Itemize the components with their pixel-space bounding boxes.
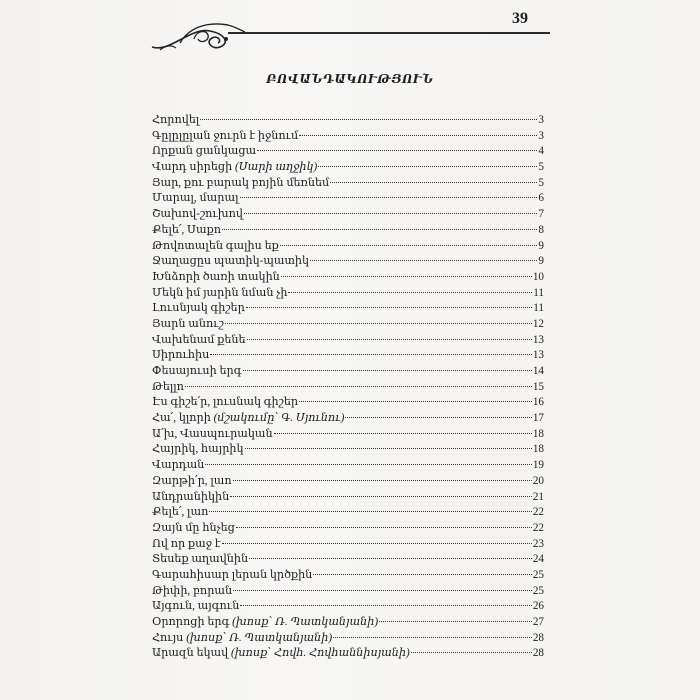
- flourish-ornament-icon: [150, 17, 245, 55]
- toc-entry-note: (խոսք՝ Հովհ. Հովհաննիսյանի): [231, 647, 410, 660]
- toc-entry-page: 20: [532, 474, 544, 487]
- toc-entry-page: 13: [532, 333, 544, 346]
- toc-entry-title: [152, 333, 246, 346]
- toc-entry: [152, 552, 544, 568]
- toc-entry: [152, 380, 544, 396]
- toc-entry-title: [152, 207, 243, 220]
- toc-dot-leader: [281, 276, 532, 277]
- toc-entry-title-text: Ով որ քաջ է: [152, 537, 221, 550]
- toc-entry-page: 21: [532, 490, 544, 503]
- toc-entry-page: 19: [532, 459, 544, 472]
- toc-entry: [152, 191, 544, 207]
- toc-entry-page: 5: [538, 161, 544, 174]
- toc-dot-leader: [288, 292, 532, 293]
- toc-entry: [152, 333, 544, 349]
- toc-entry-title: [152, 364, 242, 377]
- toc-entry-page: 3: [538, 114, 544, 126]
- toc-entry-title: [152, 552, 248, 565]
- toc-entry-title-text: Արազն եկավ: [152, 647, 229, 660]
- toc-entry-page: 26: [532, 600, 544, 613]
- toc-dot-leader: [233, 590, 532, 591]
- toc-dot-leader: [222, 543, 532, 544]
- toc-dot-leader: [225, 323, 532, 324]
- toc-entry-page: 22: [532, 521, 544, 534]
- toc-entry-title-text: Այգուն, այգուն: [152, 600, 240, 613]
- toc-entry: [152, 301, 544, 317]
- toc-dot-leader: [236, 527, 532, 528]
- toc-entry: [152, 442, 544, 458]
- toc-entry-title: [152, 568, 312, 581]
- toc-entry: [152, 395, 544, 411]
- toc-dot-leader: [257, 150, 537, 151]
- toc-dot-leader: [245, 448, 532, 449]
- toc-entry-title: [152, 646, 410, 659]
- toc-entry-page: 11: [533, 286, 544, 299]
- toc-entry-page: 18: [532, 443, 544, 456]
- toc-entry-title-text: Զարթի՛ր, լաո: [152, 474, 232, 487]
- toc-dot-leader: [313, 574, 532, 575]
- toc-dot-leader: [246, 307, 532, 308]
- toc-dot-leader: [345, 417, 531, 418]
- toc-dot-leader: [411, 652, 532, 653]
- toc-entry-note: (մշակումը՝ Գ. Սյունու): [213, 412, 345, 425]
- toc-entry: [152, 270, 544, 286]
- toc-entry-page: 9: [538, 239, 544, 252]
- toc-entry-page: 8: [538, 223, 544, 236]
- toc-dot-leader: [205, 464, 532, 465]
- toc-entry-title: [152, 537, 221, 550]
- toc-entry-title: [152, 427, 273, 440]
- toc-dot-leader: [299, 401, 532, 402]
- toc-entry: [152, 364, 544, 380]
- toc-dot-leader: [318, 166, 537, 167]
- toc-entry-title-text: Անդրանիկին: [152, 490, 230, 503]
- toc-entry: [152, 207, 544, 223]
- toc-entry-title-text: Քելե՛, լաո: [152, 506, 209, 519]
- toc-entry-title: [152, 348, 209, 361]
- toc-entry: [152, 223, 544, 239]
- toc-entry-title: [152, 599, 239, 612]
- toc-entry-title-text: Թիփի, բորան: [152, 584, 233, 597]
- toc-entry-title: [152, 113, 199, 126]
- toc-entry-title-text: Շախով-շուխով: [152, 208, 243, 221]
- toc-dot-leader: [333, 637, 532, 638]
- toc-entry: [152, 160, 544, 176]
- toc-entry-page: 25: [532, 568, 544, 581]
- toc-entry-title-text: Գըլըլըլան ջուրն է իջնում: [152, 129, 299, 142]
- toc-entry: [152, 427, 544, 443]
- toc-entry-title-text: Վախենամ քենե: [152, 333, 246, 346]
- toc-entry-title: [152, 380, 184, 393]
- toc-entry: [152, 458, 544, 474]
- toc-entry-title: [152, 301, 245, 314]
- toc-entry-title-text: Օրորոցի երգ: [152, 616, 230, 628]
- toc-entry-title-text: Յարն անուշ: [152, 317, 224, 330]
- toc-dot-leader: [299, 135, 537, 136]
- toc-entry-page: 25: [532, 584, 544, 597]
- toc-entry-title: [152, 270, 280, 283]
- toc-entry-title-text: Ա՛խ, Վասպուրական: [152, 427, 273, 440]
- header-rule: [228, 32, 550, 34]
- toc-entry-title: [152, 223, 221, 236]
- toc-dot-leader: [330, 182, 537, 183]
- toc-dot-leader: [222, 229, 537, 230]
- toc-entry-title: [152, 584, 232, 597]
- toc-entry-title-text: Հայրիկ, հայրիկ: [152, 443, 244, 456]
- toc-entry-title-text: Յար, քու բարակ բոյին մեռնեմ: [152, 176, 330, 189]
- toc-entry-title: [152, 286, 287, 299]
- toc-entry: [152, 144, 544, 160]
- toc-entry: [152, 521, 544, 537]
- toc-entry-title: [152, 631, 332, 644]
- toc-entry: [152, 568, 544, 584]
- toc-dot-leader: [280, 245, 538, 246]
- toc-entry-page: 15: [532, 380, 544, 393]
- toc-entry-page: 9: [538, 255, 544, 268]
- page-title: ԲՈՎԱՆԴԱԿՈՒԹՅՈՒՆ: [266, 72, 434, 86]
- toc-entry-title-text: Մարալ, մարալ: [152, 192, 239, 205]
- toc-entry-title-text: Հորովել: [152, 114, 200, 126]
- toc-entry: [152, 317, 544, 333]
- toc-entry-title-text: Ջաղացըս պատիկ-պատիկ: [152, 255, 309, 268]
- toc-entry-page: 6: [538, 192, 544, 205]
- toc-entry-page: 28: [532, 631, 544, 644]
- toc-dot-leader: [274, 433, 532, 434]
- table-of-contents: [152, 113, 544, 662]
- toc-dot-leader: [230, 496, 532, 497]
- toc-entry-title: [152, 395, 298, 408]
- toc-entry-title-text: Թելլո: [152, 380, 184, 393]
- toc-entry: [152, 537, 544, 553]
- toc-entry-title-text: Գարահիսար լերան կրծքին: [152, 568, 313, 581]
- toc-dot-leader: [209, 511, 531, 512]
- toc-dot-leader: [243, 370, 532, 371]
- toc-dot-leader: [249, 558, 532, 559]
- toc-entry-title: [152, 442, 244, 455]
- toc-entry-title-text: Փեսայուսի երգ: [152, 365, 242, 377]
- toc-entry-page: 28: [532, 647, 544, 660]
- toc-dot-leader: [185, 386, 532, 387]
- toc-entry-page: 24: [532, 553, 544, 566]
- toc-entry: [152, 348, 544, 364]
- toc-entry: [152, 599, 544, 615]
- toc-entry-title-text: Մեկն իմ յարին նման չի: [152, 286, 288, 299]
- toc-entry-title-text: Էս գիշե՛ր, լուսնակ գիշեր: [152, 396, 299, 409]
- toc-entry-title-text: Որքան ցանկացա: [152, 145, 257, 158]
- toc-dot-leader: [310, 260, 537, 261]
- toc-entry-page: 10: [532, 270, 544, 283]
- toc-entry-page: 14: [532, 365, 544, 377]
- toc-entry-title-text: Սիրուհիս: [152, 349, 210, 362]
- toc-entry-page: 12: [532, 317, 544, 330]
- toc-entry-note: (խոսք՝ Ռ. Պատկանյանի): [232, 616, 379, 628]
- toc-entry-title: [152, 505, 208, 518]
- toc-entry-page: 7: [538, 208, 544, 221]
- toc-entry-title-text: Զայն մը հնչեց: [152, 521, 235, 534]
- toc-entry-title-text: Քելե՛, Սաքո: [152, 223, 221, 236]
- toc-entry-title: [152, 176, 329, 189]
- toc-dot-leader: [379, 621, 532, 622]
- toc-entry-page: 5: [538, 176, 544, 189]
- toc-entry-page: 4: [538, 145, 544, 158]
- toc-entry-page: 18: [532, 427, 544, 440]
- toc-entry-page: 13: [532, 349, 544, 362]
- toc-entry-page: 11: [533, 302, 544, 315]
- page-number: 39: [512, 10, 528, 27]
- toc-entry-title: [152, 254, 309, 267]
- toc-entry-title: [152, 129, 298, 142]
- toc-entry-note: (խոսք՝ Ռ. Պատկանյանի): [186, 631, 333, 644]
- toc-entry: [152, 490, 544, 506]
- toc-entry: [152, 286, 544, 302]
- toc-entry-title-text: Վարդ սիրեցի: [152, 161, 233, 174]
- toc-dot-leader: [200, 119, 537, 120]
- toc-entry: [152, 646, 544, 662]
- toc-entry-title: [152, 458, 204, 471]
- toc-entry: [152, 254, 544, 270]
- toc-entry-title: [152, 615, 378, 628]
- toc-entry-page: 3: [538, 129, 544, 142]
- toc-entry-title: [152, 317, 224, 330]
- toc-entry: [152, 411, 544, 427]
- toc-entry-page: 22: [532, 506, 544, 519]
- toc-entry: [152, 505, 544, 521]
- toc-dot-leader: [210, 354, 531, 355]
- toc-entry-title: [152, 490, 229, 503]
- toc-dot-leader: [240, 605, 532, 606]
- toc-entry: [152, 584, 544, 600]
- toc-entry: [152, 239, 544, 255]
- toc-entry-title-text: Խնձորի ծառի տակին: [152, 270, 280, 283]
- toc-entry-title-text: Հույս: [152, 631, 184, 644]
- toc-entry-page: 27: [532, 616, 544, 628]
- toc-dot-leader: [244, 213, 537, 214]
- toc-entry-page: 16: [532, 396, 544, 409]
- toc-dot-leader: [240, 197, 538, 198]
- toc-entry-title: [152, 521, 235, 534]
- toc-entry: [152, 631, 544, 647]
- toc-entry-title: [152, 160, 317, 173]
- toc-entry-title: [152, 411, 344, 424]
- toc-dot-leader: [247, 339, 532, 340]
- toc-entry-title-text: Թովոտալեն գալիս եք: [152, 239, 279, 252]
- toc-entry-page: 17: [532, 412, 544, 425]
- toc-entry: [152, 176, 544, 192]
- toc-entry-title: [152, 474, 232, 487]
- toc-entry: [152, 615, 544, 631]
- toc-entry-title-text: Հա՛, կլորի: [152, 412, 211, 425]
- toc-entry-title: [152, 239, 279, 252]
- toc-entry: [152, 129, 544, 145]
- toc-entry-title-text: Տեսեք աղավնին: [152, 553, 249, 566]
- toc-dot-leader: [233, 480, 532, 481]
- toc-entry-page: 23: [532, 537, 544, 550]
- toc-entry-title: [152, 144, 256, 157]
- toc-entry: [152, 474, 544, 490]
- toc-entry-title-text: Լուսնյակ գիշեր: [152, 302, 245, 315]
- toc-entry: [152, 113, 544, 129]
- toc-entry-note: (Սարի աղջիկ): [235, 161, 318, 174]
- toc-entry-title-text: Վարդան: [152, 459, 205, 472]
- toc-entry-title: [152, 191, 239, 204]
